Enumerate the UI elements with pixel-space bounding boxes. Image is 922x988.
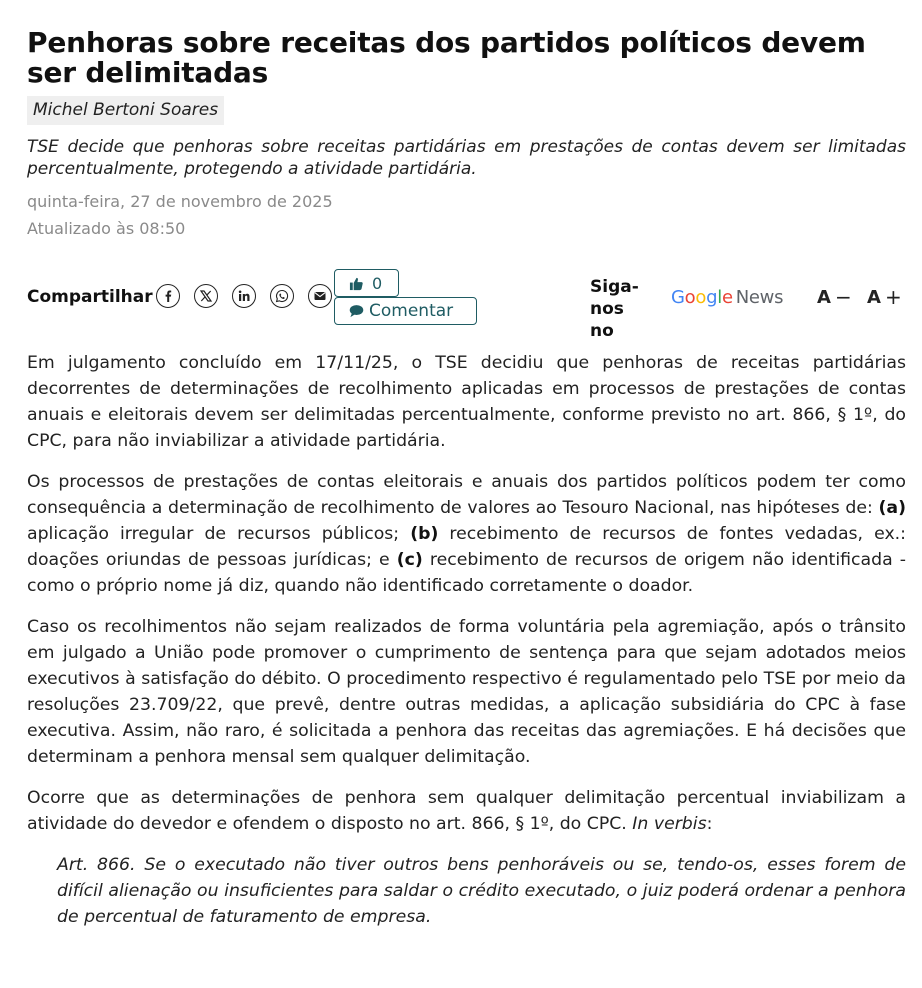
whatsapp-icon[interactable] — [270, 284, 294, 308]
google-news-logo[interactable] — [671, 286, 783, 310]
facebook-icon[interactable] — [156, 284, 180, 308]
email-icon[interactable] — [308, 284, 332, 308]
follow-label: Siga-nos no — [590, 277, 639, 341]
paragraph-4 — [27, 785, 906, 837]
item-c-marker: (c) — [396, 550, 423, 570]
news-wordmark: News — [735, 287, 784, 308]
like-button[interactable] — [334, 269, 399, 297]
font-decrease-letter: A — [817, 286, 831, 308]
paragraph-2-intro: Os processos de prestações de contas eleitorais e anuais dos partidos políticos podem ter como consequência a determinação de recolhimento de valores ao Tesouro Nacional, nas hipóteses de: — [27, 472, 906, 518]
paragraph-1: Em julgamento concluído em 17/11/25, o TSE decidiu que penhoras de receitas partidárias decorrentes de determinações de recolhimento aplicadas em processos de prestações de contas anuais e eleitorais devem ser delimitadas percentualmente, conforme previsto no art. 866, § 1º, do CPC, para não inviabilizar a atividade partidária. — [27, 353, 906, 451]
item-c-text: recebimento de recursos de origem não identificada - como o próprio nome já diz, quando não identificado corretamente o doador. — [27, 550, 906, 596]
article-title: Penhoras sobre receitas dos partidos políticos devem ser delimitadas — [27, 26, 866, 89]
share-label: Compartilhar — [27, 287, 153, 307]
minus-icon: − — [834, 285, 852, 309]
like-count: 0 — [372, 273, 383, 293]
paragraph-2 — [27, 469, 906, 599]
paragraph-4-colon: : — [706, 814, 713, 834]
item-a-marker: (a) — [878, 498, 906, 518]
article-lead: TSE decide que penhoras sobre receitas partidárias em prestações de contas devem ser limitadas percentualmente, protegendo a atividade partidária. — [27, 137, 906, 179]
x-icon[interactable] — [194, 284, 218, 308]
font-increase-button[interactable] — [867, 284, 902, 310]
comment-button[interactable] — [334, 297, 477, 325]
comment-icon — [349, 304, 364, 318]
paragraph-4-text: Ocorre que as determinações de penhora sem qualquer delimitação percentual inviabilizam a atividade do devedor e ofendem o disposto no art. 866, § 1º, do CPC. — [27, 788, 906, 834]
in-verbis: In verbis — [632, 814, 707, 834]
font-decrease-button[interactable] — [817, 284, 852, 310]
comment-label: Comentar — [369, 301, 454, 321]
article-body — [27, 350, 906, 945]
item-b-text: recebimento de recursos de fontes vedadas, ex.: doações oriundas de pessoas jurídicas; e — [27, 524, 906, 570]
font-increase-letter: A — [867, 286, 881, 308]
author-name[interactable]: Michel Bertoni Soares — [27, 96, 224, 125]
share-toolbar — [27, 268, 907, 341]
item-a-text: aplicação irregular de recursos públicos; — [27, 524, 411, 544]
publish-date: quinta-feira, 27 de novembro de 2025 — [27, 192, 333, 211]
google-wordmark: Google — [671, 287, 733, 308]
linkedin-icon[interactable] — [232, 284, 256, 308]
item-b-marker: (b) — [410, 524, 439, 544]
paragraph-3: Caso os recolhimentos não sejam realizados de forma voluntária pela agremiação, após o trânsito em julgado a União pode promover o cumprimento de sentença para que sejam adotados meios executivos à satisfação do débito. O procedimento respectivo é regulamentado pelo TSE por meio da resoluções 23.709/22, que prevê, dentre outras medidas, a aplicação subsidiária do CPC à fase executiva. Assim, não raro, é solicitada a penhora das receitas das agremiações. E há decisões que determinam a penhora mensal sem qualquer delimitação. — [27, 617, 906, 767]
updated-time: Atualizado às 08:50 — [27, 219, 186, 238]
thumbs-up-icon — [349, 276, 364, 291]
plus-icon: + — [884, 285, 902, 309]
law-quote: Art. 866. Se o executado não tiver outros bens penhoráveis ou se, tendo-os, esses forem de difícil alienação ou insuficientes para saldar o crédito executado, o juiz poderá ordenar a penhora de percentual de faturamento de empresa. — [57, 855, 906, 927]
